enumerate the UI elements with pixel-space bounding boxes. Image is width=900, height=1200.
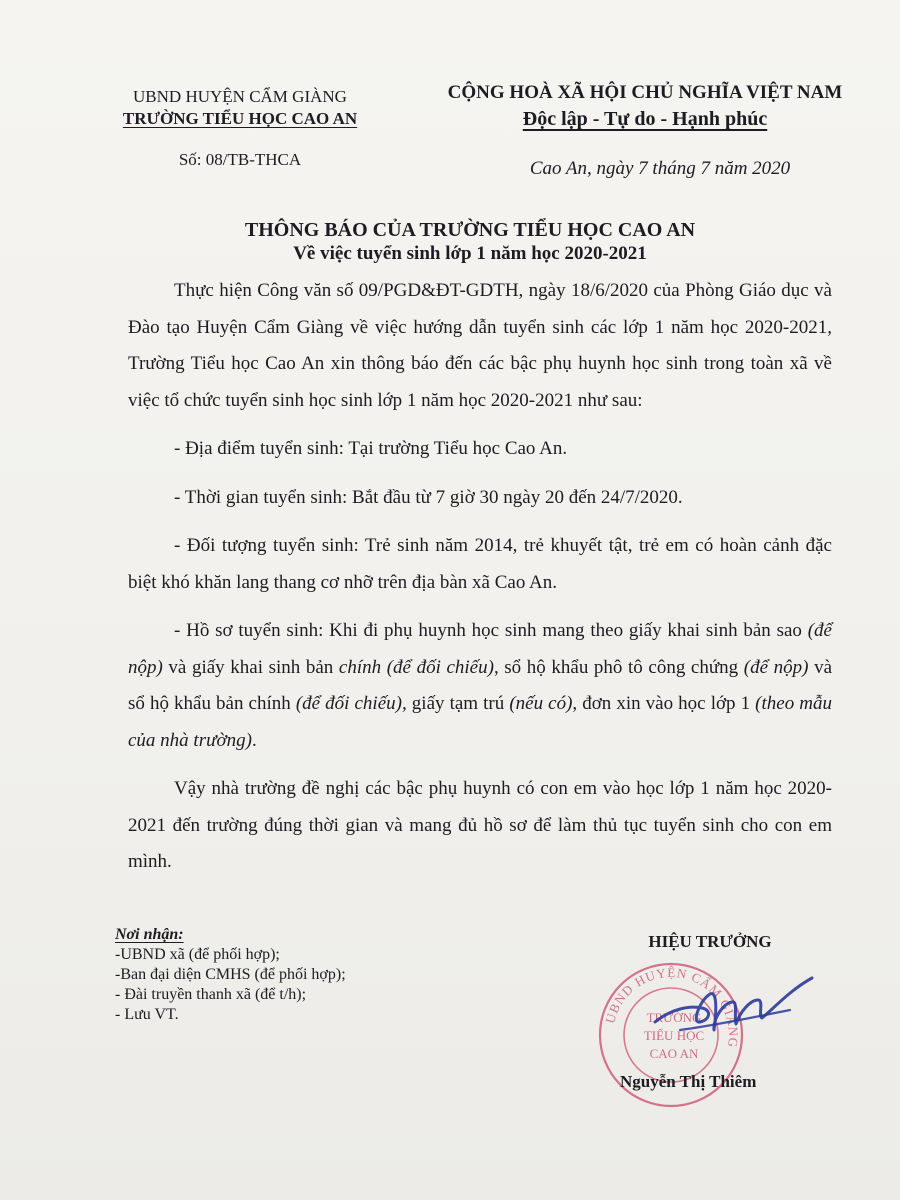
issuer-authority: UBND HUYỆN CẨM GIÀNG bbox=[133, 87, 347, 106]
handwritten-signature-icon bbox=[640, 960, 820, 1070]
signer-role: HIỆU TRƯỞNG bbox=[648, 932, 772, 951]
docs-text-7: . bbox=[251, 729, 257, 751]
signer-name: Nguyễn Thị Thiêm bbox=[620, 1072, 757, 1091]
stamp-center-line-2: TIỂU HỌC bbox=[643, 1028, 705, 1043]
recipient-item: -UBND xã (để phối hợp); bbox=[115, 946, 280, 963]
signature-block bbox=[600, 932, 820, 952]
docs-text-5: giấy tạm trú bbox=[406, 693, 510, 714]
documents-paragraph bbox=[128, 613, 832, 759]
closing-paragraph: Vậy nhà trường đề nghị các bậc phụ huynh có con em vào học lớp 1 năm học 2020-2021 đến trường đúng thời gian và mang đủ hồ sơ để làm thủ tục tuyển sinh cho con em mình. bbox=[128, 778, 832, 872]
time-paragraph: - Thời gian tuyển sinh: Bắt đầu từ 7 giờ 30 ngày 20 đến 24/7/2020. bbox=[174, 486, 683, 508]
docs-text-3: , sổ hộ khẩu phô tô công chứng bbox=[493, 656, 744, 678]
national-title: CỘNG HOÀ XÃ HỘI CHỦ NGHĨA VIỆT NAM bbox=[447, 82, 843, 103]
national-header bbox=[410, 80, 880, 180]
docs-note-6: (theo mẫu của nhà trường) bbox=[128, 693, 832, 751]
signer-name-wrap bbox=[620, 1072, 756, 1092]
issuer-school: TRƯỜNG TIỂU HỌC CAO AN bbox=[122, 109, 358, 128]
location-paragraph: - Địa điểm tuyển sinh: Tại trường Tiểu học Cao An. bbox=[174, 438, 568, 459]
recipient-item: - Lưu VT. bbox=[115, 1006, 179, 1023]
docs-text-6: , đơn xin vào học lớp 1 bbox=[572, 693, 756, 714]
recipient-item: - Đài truyền thanh xã (để t/h); bbox=[115, 986, 307, 1003]
intro-paragraph: Thực hiện Công văn số 09/PGD&ĐT-GDTH, ngày 18/6/2020 của Phòng Giáo dục và Đào tạo Huyện Cẩm Giàng về việc hướng dẫn tuyển sinh các lớp 1 năm học 2020-2021, Trường Tiểu học Cao An xin thông báo đến các bậc phụ huynh học sinh trong toàn xã về việc tổ chức tuyển sinh học sinh lớp 1 năm học 2020-2021 như sau: bbox=[128, 280, 832, 411]
docs-text-1: - Hồ sơ tuyển sinh: Khi đi phụ huynh học sinh mang theo giấy khai sinh bản sao bbox=[174, 620, 808, 641]
stamp-center-line-3: CAO AN bbox=[649, 1046, 699, 1061]
stamp-center-line-1: TRƯỜNG bbox=[646, 1010, 702, 1025]
docs-note-1: (để nộp) bbox=[128, 620, 832, 678]
place-date: Cao An, ngày 7 tháng 7 năm 2020 bbox=[529, 158, 791, 179]
docs-note-3: (để nộp) bbox=[743, 656, 809, 678]
recipients-heading: Nơi nhận: bbox=[115, 926, 184, 943]
title-line-2: Về việc tuyển sinh lớp 1 năm học 2020-2021 bbox=[293, 243, 647, 264]
document-body bbox=[128, 273, 832, 881]
docs-text-2: và giấy khai sinh bản bbox=[162, 656, 339, 678]
target-paragraph: - Đối tượng tuyển sinh: Trẻ sinh năm 2014, trẻ khuyết tật, trẻ em có hoàn cảnh đặc biệt khó khăn lang thang cơ nhỡ trên địa bàn xã Cao An. bbox=[128, 535, 832, 593]
recipient-item: -Ban đại diện CMHS (để phối hợp); bbox=[115, 966, 346, 983]
national-motto: Độc lập - Tự do - Hạnh phúc bbox=[522, 108, 768, 130]
docs-note-2: chính (để đối chiếu) bbox=[338, 656, 494, 678]
document-number: Số: 08/TB-THCA bbox=[178, 150, 302, 169]
docs-text-4: và sổ hộ khẩu bản chính bbox=[128, 656, 833, 714]
document-title bbox=[0, 218, 900, 266]
stamp-ring-text: UBND HUYỆN CẨM GIÀNG bbox=[602, 964, 742, 1050]
docs-note-4: (để đối chiếu), bbox=[295, 693, 407, 714]
title-line-1: THÔNG BÁO CỦA TRƯỜNG TIỂU HỌC CAO AN bbox=[244, 219, 696, 241]
issuer-block bbox=[95, 86, 385, 171]
recipients-block bbox=[115, 925, 346, 1025]
docs-note-5: (nếu có) bbox=[509, 693, 573, 714]
